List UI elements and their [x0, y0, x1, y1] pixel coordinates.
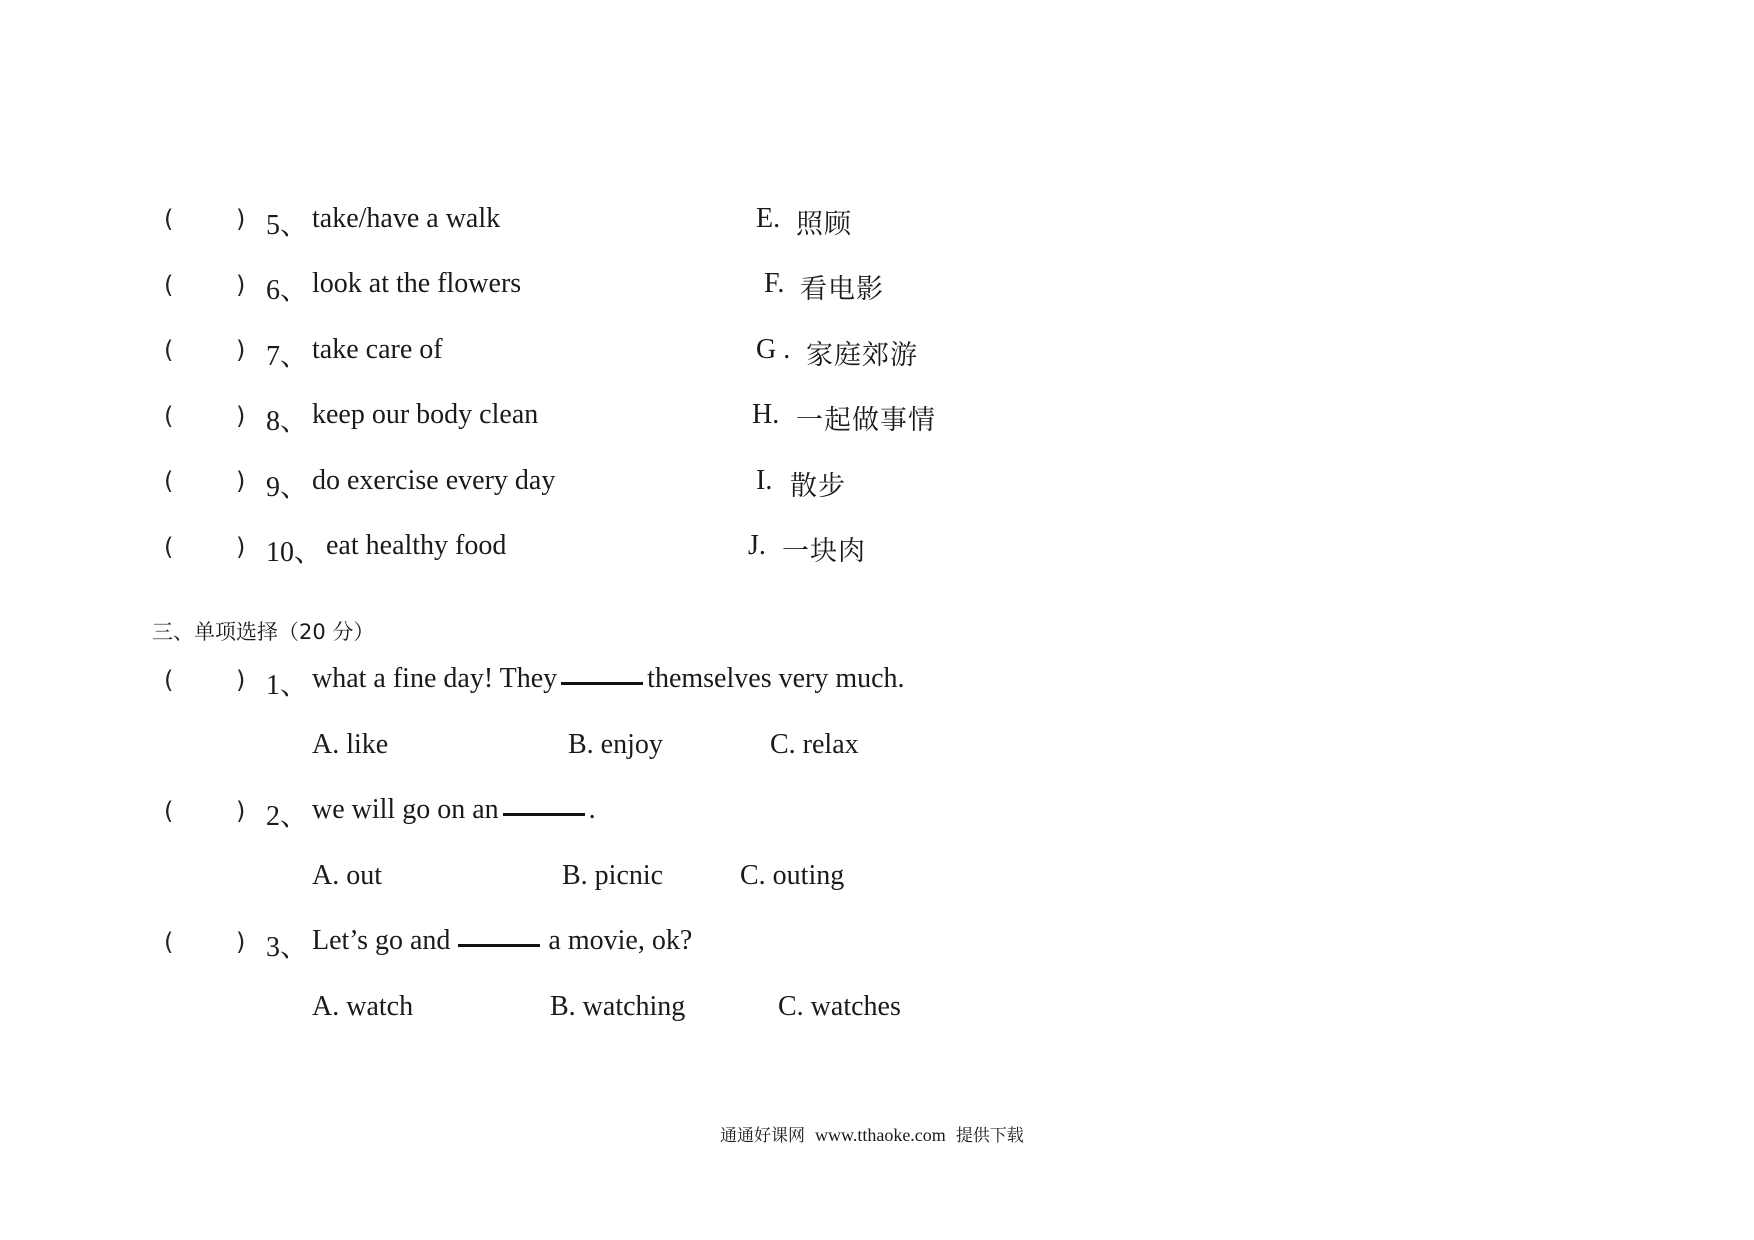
answer-paren-close: ) — [236, 205, 246, 233]
meaning-text: 看电影 — [800, 274, 884, 305]
answer-paren-close: ) — [236, 467, 246, 495]
item-phrase: do exercise every day — [312, 465, 556, 496]
option-c: C. outing — [740, 860, 845, 891]
item-number: 5、 — [266, 210, 309, 241]
item-phrase: eat healthy food — [326, 530, 507, 561]
question-sentence — [312, 794, 596, 826]
option-b: B. enjoy — [568, 729, 663, 760]
meaning-letter: E. — [756, 203, 781, 234]
item-number: 8、 — [266, 406, 309, 437]
answer-paren-open: ( — [164, 666, 174, 694]
answer-paren-open: ( — [164, 797, 174, 825]
answer-blank — [458, 944, 540, 947]
meaning-text: 一起做事情 — [796, 405, 936, 436]
meaning-letter: J. — [748, 530, 766, 561]
meaning-text: 散步 — [790, 471, 846, 502]
item-phrase: take care of — [312, 334, 443, 365]
answer-paren-open: ( — [164, 271, 174, 299]
question-sentence — [312, 663, 905, 695]
item-number: 7、 — [266, 341, 309, 372]
item-number: 10、 — [266, 537, 323, 568]
answer-paren-open: ( — [164, 467, 174, 495]
footer-site-name: 通通好课网 — [720, 1126, 805, 1146]
question-text-after: . — [588, 794, 596, 825]
question-text-after: themselves very much. — [647, 663, 905, 694]
option-a: A. like — [312, 729, 389, 760]
meaning-letter: G . — [756, 334, 791, 365]
question-number: 3、 — [266, 932, 309, 963]
section-title: 三、单项选择（20 分） — [152, 620, 375, 644]
answer-paren-close: ) — [236, 533, 246, 561]
answer-paren-close: ) — [236, 336, 246, 364]
item-number: 9、 — [266, 472, 309, 503]
footer-url[interactable]: www.tthaoke.com — [815, 1125, 946, 1145]
meaning-letter: H. — [752, 399, 780, 430]
option-c: C. watches — [778, 991, 901, 1022]
question-text-before: Let’s go and — [312, 925, 451, 956]
answer-paren-close: ) — [236, 928, 246, 956]
answer-paren-close: ) — [236, 666, 246, 694]
question-number: 1、 — [266, 670, 309, 701]
answer-paren-open: ( — [164, 205, 174, 233]
footer-credit — [720, 1121, 1024, 1146]
item-phrase: take/have a walk — [312, 203, 501, 234]
answer-paren-close: ) — [236, 402, 246, 430]
question-text-after: a movie, ok? — [548, 925, 693, 956]
answer-paren-open: ( — [164, 928, 174, 956]
meaning-letter: I. — [756, 465, 773, 496]
question-sentence — [312, 925, 692, 957]
option-b: B. picnic — [562, 860, 664, 891]
answer-paren-close: ) — [236, 797, 246, 825]
item-phrase: keep our body clean — [312, 399, 539, 430]
option-c: C. relax — [770, 729, 859, 760]
question-number: 2、 — [266, 801, 309, 832]
option-a: A. watch — [312, 991, 414, 1022]
answer-blank — [503, 813, 585, 816]
footer-download-note: 提供下载 — [955, 1126, 1024, 1146]
meaning-letter: F. — [764, 268, 785, 299]
answer-paren-close: ) — [236, 271, 246, 299]
meaning-text: 照顾 — [796, 209, 852, 240]
question-text-before: we will go on an — [312, 794, 499, 825]
item-phrase: look at the flowers — [312, 268, 522, 299]
answer-paren-open: ( — [164, 336, 174, 364]
answer-blank — [561, 682, 643, 685]
item-number: 6、 — [266, 275, 309, 306]
meaning-text: 家庭郊游 — [806, 340, 918, 371]
option-b: B. watching — [550, 991, 686, 1022]
answer-paren-open: ( — [164, 402, 174, 430]
answer-paren-open: ( — [164, 533, 174, 561]
question-text-before: what a fine day! They — [312, 663, 558, 694]
option-a: A. out — [312, 860, 382, 891]
meaning-text: 一块肉 — [782, 536, 866, 567]
